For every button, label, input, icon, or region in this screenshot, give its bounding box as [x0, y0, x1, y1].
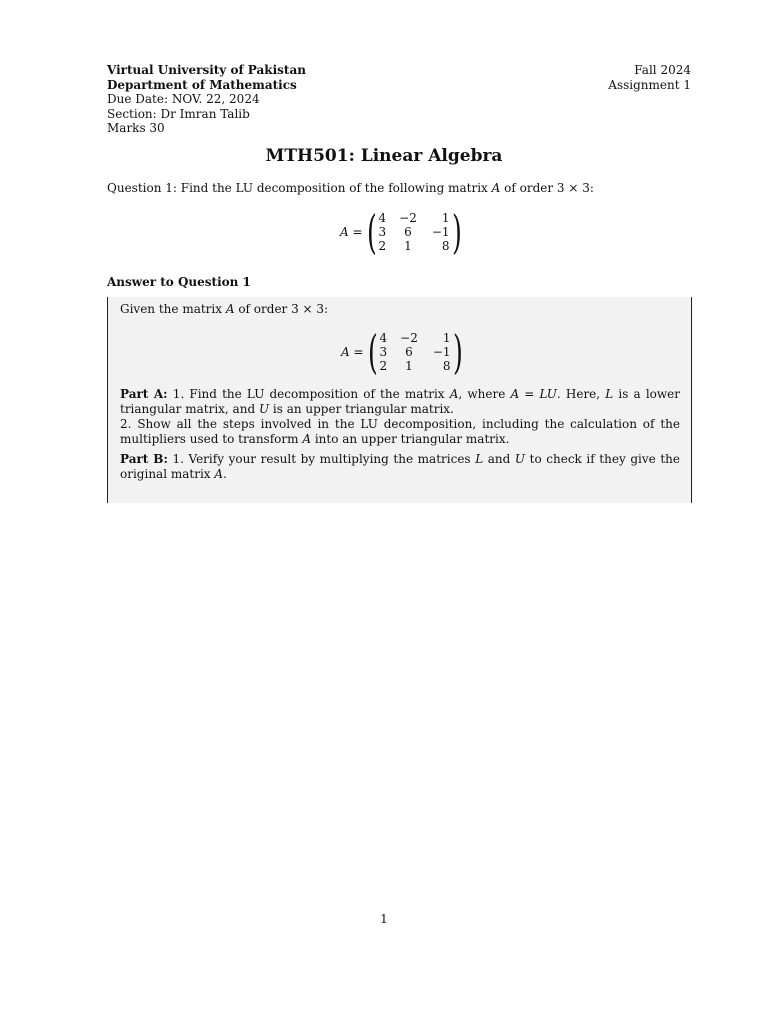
department-name: Department of Mathematics — [107, 77, 297, 92]
matrix-cell: 1 — [442, 331, 451, 345]
matrix-cell: 2 — [379, 359, 388, 373]
matrix-row — [377, 225, 452, 239]
matrix-cell: 3 — [379, 345, 388, 359]
matrix-row — [378, 359, 453, 373]
page-title: MTH501: Linear Algebra — [265, 146, 503, 166]
header-left — [107, 63, 306, 136]
term: Fall 2024 — [634, 63, 691, 77]
given-text: Given the matrix A of order 3 × 3: — [120, 302, 329, 316]
part-a-step-2: 2. Show all the steps involved in the LU decomposition, including the calculation of the multipliers used to transform A into an upper triangular matrix. — [120, 417, 680, 446]
matrix-lhs: A = — [340, 225, 363, 239]
matrix-row — [378, 331, 453, 345]
matrix-lhs: A = — [341, 345, 364, 359]
university-name: Virtual University of Pakistan — [107, 63, 306, 77]
matrix-row — [377, 211, 452, 225]
matrix-table — [377, 211, 452, 253]
assignment-label: Assignment 1 — [608, 77, 691, 92]
right-paren: ) — [452, 325, 463, 379]
left-paren: ( — [366, 205, 377, 259]
matrix-table — [378, 331, 453, 373]
matrix-cell: −2 — [400, 331, 418, 345]
matrix-cell: 4 — [378, 211, 387, 225]
part-b: Part B: 1. Verify your result by multiplying the matrices L and U to check if they give the original matrix A. — [120, 452, 680, 481]
matrix-cell: 4 — [379, 331, 388, 345]
answer-parts — [120, 387, 680, 482]
matrix-cell: 6 — [405, 345, 413, 359]
matrix-cell: −1 — [431, 225, 450, 239]
answer-box — [107, 297, 692, 503]
matrix-a-answer — [341, 325, 463, 379]
matrix-a-question — [340, 205, 462, 259]
answer-heading: Answer to Question 1 — [107, 275, 251, 289]
question-1-text: Question 1: Find the LU decomposition of the following matrix A of order 3 × 3: — [107, 181, 594, 195]
matrix-row — [377, 239, 452, 253]
left-paren: ( — [367, 325, 378, 379]
header-right — [608, 63, 691, 92]
matrix-cell: 8 — [442, 359, 451, 373]
matrix-row — [378, 345, 453, 359]
matrix-cell: 1 — [405, 359, 413, 373]
matrix-cell: −1 — [432, 345, 451, 359]
matrix-cell: 1 — [404, 239, 412, 253]
page-number: 1 — [380, 912, 388, 926]
matrix-cell: 1 — [441, 211, 450, 225]
part-a: Part A: 1. Find the LU decomposition of the matrix A, where A = LU. Here, L is a lower triangular matrix, and U is an upper triangular matrix. — [120, 387, 680, 416]
marks: Marks 30 — [107, 121, 165, 136]
due-date: Due Date: NOV. 22, 2024 — [107, 92, 260, 107]
section: Section: Dr Imran Talib — [107, 106, 250, 121]
matrix-cell: −2 — [399, 211, 417, 225]
matrix-cell: 8 — [441, 239, 450, 253]
matrix-cell: 3 — [378, 225, 387, 239]
matrix-cell: 2 — [378, 239, 387, 253]
matrix-cell: 6 — [404, 225, 412, 239]
right-paren: ) — [451, 205, 462, 259]
